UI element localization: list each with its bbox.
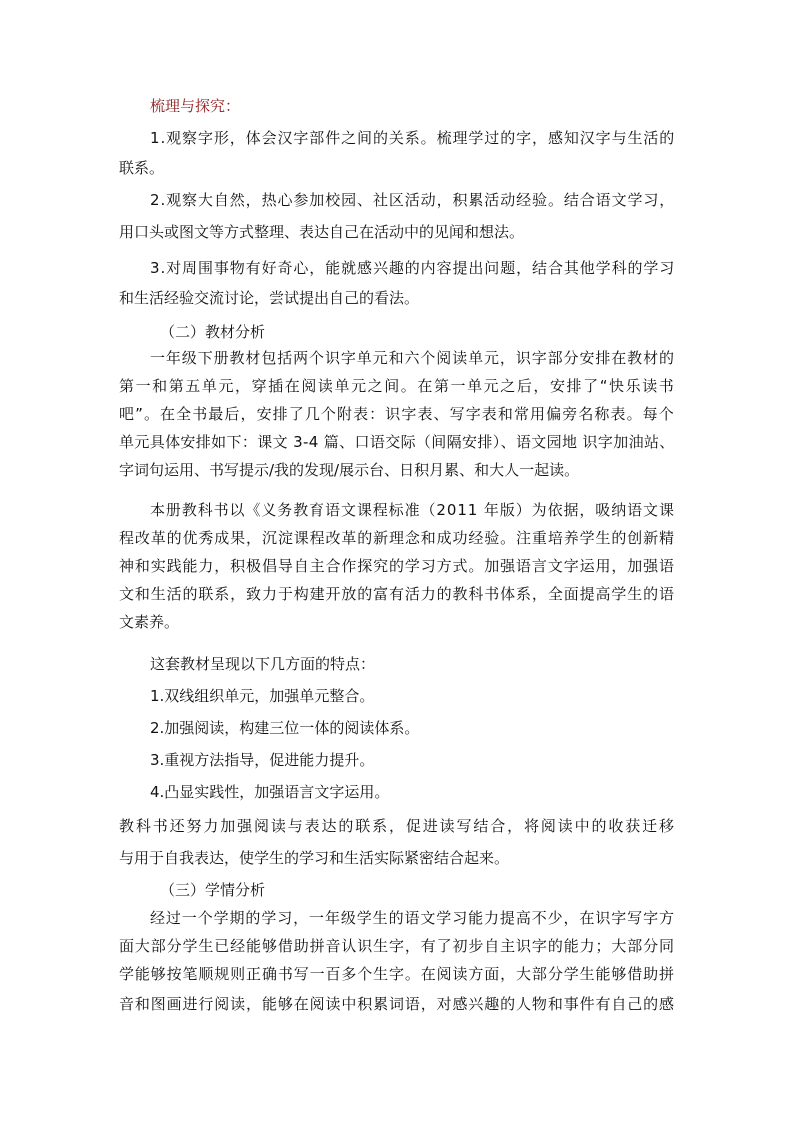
- text-line: 联系。: [119, 159, 165, 177]
- text-line: 2.加强阅读，构建三位一体的阅读体系。: [150, 719, 420, 737]
- text-line: 4.凸显实践性，加强语言文字运用。: [150, 783, 390, 801]
- text-line: 2.观察大自然，热心参加校园、社区活动，积累活动经验。结合语文学习，: [150, 191, 676, 209]
- text-line: 音和图画进行阅读，能够在阅读中积累词语，对感兴趣的人物和事件有自己的感: [119, 995, 675, 1013]
- text-line: 一年级下册教材包括两个识字单元和六个阅读单元，识字部分安排在教材的: [150, 349, 675, 367]
- text-line: （二）教材分析: [160, 323, 266, 341]
- text-line: 面大部分学生已经能够借助拼音认识生字，有了初步自主识字的能力；大部分同: [119, 937, 675, 955]
- text-line: 文和生活的联系，致力于构建开放的富有活力的教科书体系，全面提高学生的语: [119, 585, 675, 603]
- text-line: 1.双线组织单元，加强单元整合。: [150, 687, 375, 705]
- text-line: 教科书还努力加强阅读与表达的联系，促进读写结合，将阅读中的收获迁移: [119, 817, 676, 835]
- text-line: 和生活经验交流讨论，尝试提出自己的看法。: [119, 289, 420, 307]
- text-line: 1.观察字形，体会汉字部件之间的关系。梳理学过的字，感知汉字与生活的: [150, 129, 676, 147]
- text-line: 这套教材呈现以下几方面的特点：: [150, 655, 376, 673]
- text-line: 经过一个学期的学习，一年级学生的语文学习能力提高不少，在识字写字方: [150, 909, 675, 927]
- text-line: 用口头或图文等方式整理、表达自己在活动中的见闻和想法。: [119, 223, 525, 241]
- text-line: 字词句运用、书写提示/我的发现/展示台、日积月累、和大人一起读。: [119, 461, 580, 479]
- text-line: 与用于自我表达，使学生的学习和生活实际紧密结合起来。: [119, 849, 510, 867]
- section-heading: 梳理与探究：: [150, 97, 241, 115]
- text-line: 文素养。: [119, 613, 180, 631]
- text-line: 3.对周围事物有好奇心，能就感兴趣的内容提出问题，结合其他学科的学习: [150, 259, 676, 277]
- text-line: 3.重视方法指导，促进能力提升。: [150, 751, 375, 769]
- text-line: 吧”。在全书最后，安排了几个附表：识字表、写字表和常用偏旁名称表。每个: [119, 405, 675, 423]
- text-line: 单元具体安排如下：课文 3-4 篇、口语交际（间隔安排）、语文园地 识字加油站、: [119, 433, 675, 451]
- text-line: 程改革的优秀成果，沉淀课程改革的新理念和成功经验。注重培养学生的创新精: [119, 529, 675, 547]
- text-line: 第一和第五单元，穿插在阅读单元之间。在第一单元之后，安排了“快乐读书: [119, 377, 676, 395]
- text-line: （三）学情分析: [160, 881, 266, 899]
- text-line: 本册教科书以《义务教育语文课程标准（2011 年版）为依据，吸纳语文课: [150, 501, 675, 519]
- text-line: 神和实践能力，积极倡导自主合作探究的学习方式。加强语言文字运用，加强语: [119, 557, 675, 575]
- text-line: 学能够按笔顺规则正确书写一百多个生字。在阅读方面，大部分学生能够借助拼: [119, 965, 675, 983]
